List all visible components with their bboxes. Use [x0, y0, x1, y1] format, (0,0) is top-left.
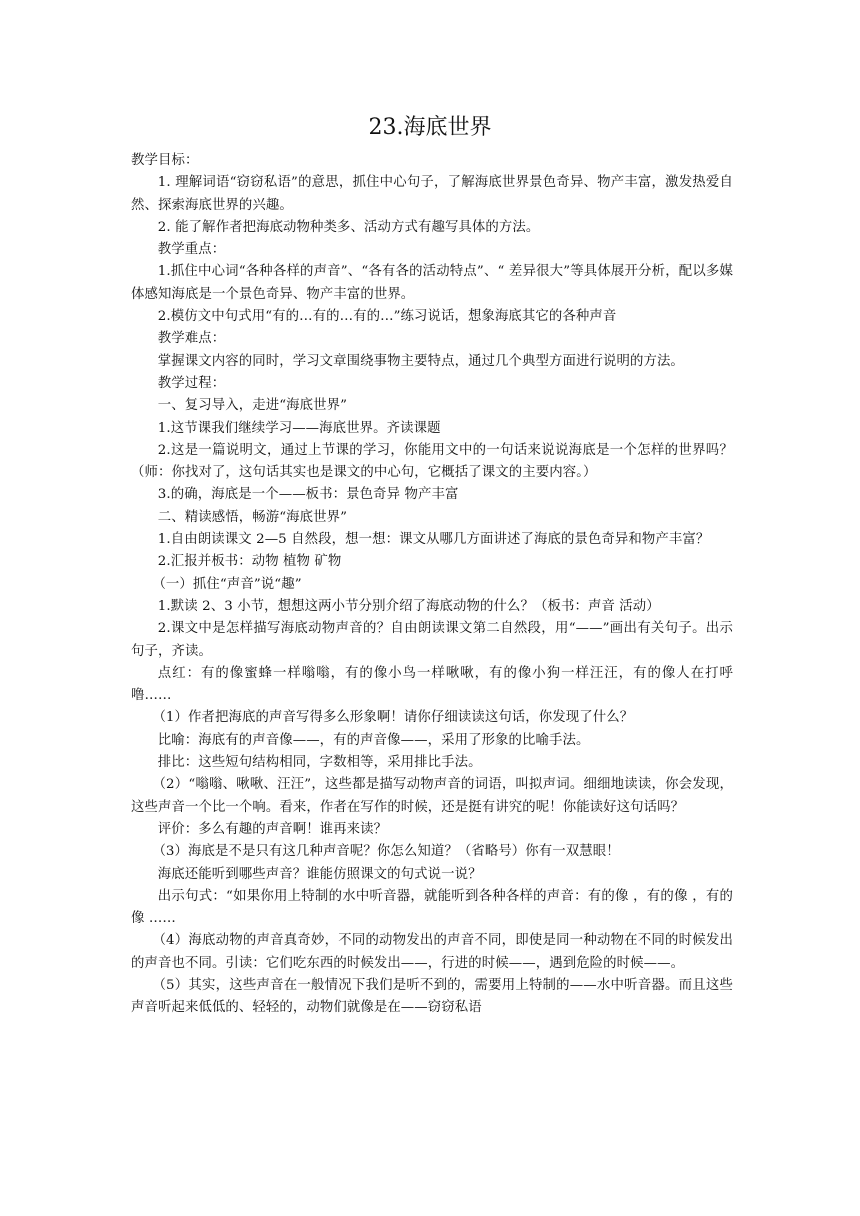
paragraph: 1.这节课我们继续学习——海底世界。齐读课题	[157, 420, 441, 436]
paragraph: 掌握课文内容的同时，学习文章围绕事物主要特点，通过几个典型方面进行说明的方法。	[157, 353, 684, 369]
paragraph: 点红：有的像蜜蜂一样嗡嗡，有的像小鸟一样啾啾，有的像小狗一样汪汪，有的像人在打呼噜……	[131, 665, 733, 704]
document-body	[131, 150, 733, 1020]
paragraph: 比喻：海底有的声音像——，有的声音像——，采用了形象的比喻手法。	[157, 732, 590, 748]
paragraph: 教学难点：	[157, 331, 226, 347]
paragraph: 排比：这些短句结构相同，字数相等，采用排比手法。	[157, 755, 482, 771]
paragraph: 出示句式：“如果你用上特制的水中听音器，就能听到各种各样的声音：有的像 ，有的像 ，有的像 ……	[131, 888, 733, 927]
document-title: 23.海底世界	[368, 115, 492, 140]
paragraph: 1.默读 2、3 小节，想想这两小节分别介绍了海底动物的什么？（板书：声音 活动）	[157, 598, 660, 614]
paragraph: 3.的确，海底是一个——板书：景色奇异 物产丰富	[157, 487, 459, 503]
paragraph: 教学过程：	[157, 375, 226, 391]
paragraph: 1. 理解词语“窃窃私语”的意思，抓住中心句子，了解海底世界景色奇异、物产丰富，激发热爱自然、探索海底世界的兴趣。	[131, 175, 733, 213]
paragraph: 2.这是一篇说明文，通过上节课的学习，你能用文中的一句话来说说海底是一个怎样的世界吗？（师：你找对了，这句话其实也是课文的中心句，它概括了课文的主要内容。）	[131, 442, 733, 481]
paragraph: 教学重点：	[157, 242, 226, 258]
paragraph: （1）作者把海底的声音写得多么形象啊！请你仔细读读这句话，你发现了什么？	[152, 710, 634, 726]
paragraph: （3）海底是不是只有这几种声音呢？你怎么知道？（省略号）你有一双慧眼！	[152, 844, 620, 860]
paragraph: 2.汇报并板书：动物 植物 矿物	[157, 554, 342, 570]
paragraph: 海底还能听到哪些声音？谁能仿照课文的句式说一说？	[157, 866, 482, 882]
paragraph: （5）其实，这些声音在一般情况下我们是听不到的，需要用上特制的——水中听音器。而且这些声音听起来低低的、轻轻的，动物们就像是在——窃窃私语	[131, 977, 733, 1016]
paragraph: （一）抓住“声音”说“趣”	[152, 576, 302, 592]
paragraph: （2）“嗡嗡、啾啾、汪汪”，这些都是描写动物声音的词语，叫拟声词。细细地读读，你会发现，这些声音一个比一个响。看来，作者在写作的时候，还是挺有讲究的呢！你能读好这句话吗？	[131, 777, 733, 815]
paragraph: 2.课文中是怎样描写海底动物声音的？自由朗读课文第二自然段，用“——”画出有关句子。出示句子，齐读。	[131, 621, 733, 659]
paragraph: 二、精读感悟，畅游“海底世界”	[157, 509, 348, 525]
paragraph: 2. 能了解作者把海底动物种类多、活动方式有趣写具体的方法。	[157, 219, 540, 235]
paragraph: 一、复习导入，走进“海底世界”	[157, 398, 348, 414]
paragraph: （4）海底动物的声音真奇妙，不同的动物发出的声音不同，即使是同一种动物在不同的时候发出的声音也不同。引读：它们吃东西的时候发出——，行进的时候——，遇到危险的时候——。	[131, 933, 733, 971]
paragraph: 2.模仿文中句式用“有的…有的…有的…”练习说话，想象海底其它的各种声音	[157, 309, 617, 325]
paragraph: 评价：多么有趣的声音啊！谁再来读？	[157, 821, 388, 837]
paragraph: 教学目标：	[131, 153, 199, 168]
paragraph: 1.自由朗读课文 2—5 自然段，想一想：课文从哪几方面讲述了海底的景色奇异和物产丰富？	[157, 532, 710, 548]
paragraph: 1.抓住中心词“各种各样的声音”、“各有各的活动特点”、“ 差异很大”等具体展开分析，配以多媒体感知海底是一个景色奇异、物产丰富的世界。	[131, 264, 733, 302]
